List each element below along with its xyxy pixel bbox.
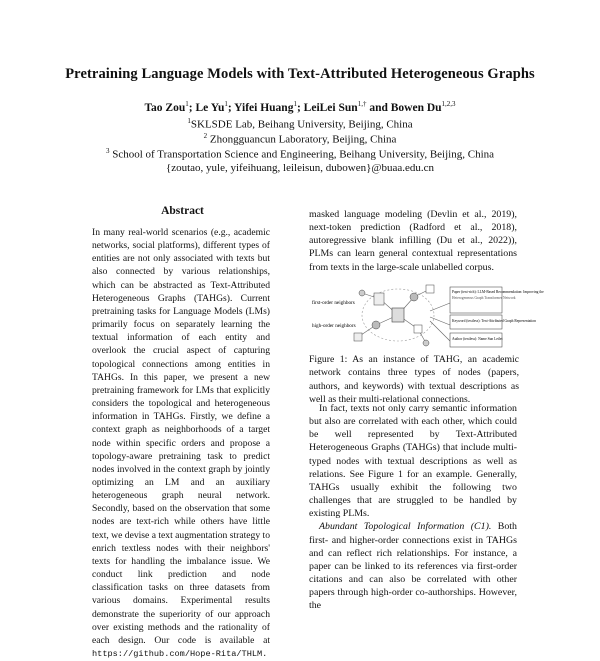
- keyword-box: [450, 315, 536, 329]
- author-node-icon: [410, 293, 418, 301]
- abstract-body: In many real-world scenarios (e.g., academic networks, social platforms), different types of entities are not only associated with texts but also connected by various relationships, which can be abstracted as Text-Attributed Heterogeneous Graphs (TAHGs). Current pretraining tasks for Language Models (LMs) primarily focus on separately learning the textual information of each entity and overlook the crucial aspect of capturing topological connections among entities in TAHGs. In this paper, we present a new pretraining framework for LMs that explicitly considers the topological and heterogeneous information in TAHGs. Firstly, we define a context graph as neighborhoods of a target node within specific orders and propose a topology-aware pretraining task to predict nodes involved in the context graph by jointly optimizing an LM and an auxiliary heterogeneous graph neural network. Secondly, based on the observation that some nodes are text-rich while others have little text, we devise a text augmentation strategy to enrich textless nodes with their neighbors' texts for handling the imbalance issue. We conduct link prediction and node classification tasks on three datasets from various domains. Experimental results demonstrate the superiority of our approach over existing methods and the rationality of each design. Our code is available at https://github.com/Hope-Rita/THLM.: [92, 227, 270, 659]
- svg-text:Keyword (textless): Text-Attri: Keyword (textless): Text-Attributed Graph Representation: [452, 319, 536, 323]
- author: Le Yu: [195, 101, 225, 114]
- paper-node-icon: [374, 293, 384, 305]
- paragraph: Abundant Topological Information (C1). Both first- and higher-order connections exist in TAHGs and can reflect rich relationships. For instance, a paper can be linked to its references via first-order citations and can also be correlated with other papers through high-order co-authorships. However, the: [309, 521, 517, 612]
- author-node-icon: [423, 340, 429, 346]
- affiliation: $^1$SKLSDE Lab, Beihang University, Beijing, China: [187, 117, 413, 131]
- first-order-label: first-order neighbors: [312, 300, 355, 306]
- intro-continuation: masked language modeling (Devlin et al., 2019), next-token prediction (Radford et al., 2018), autoregressive blank infilling (Du et al., 2022)), PLMs can learn general contextual representations from texts in the large-scale unlabelled corpus.: [309, 209, 517, 273]
- author: Yifei Huang: [234, 101, 294, 114]
- author: LeiLei Sun: [303, 101, 358, 114]
- figure-1: [310, 281, 544, 349]
- high-order-label: high-order neighbors: [312, 323, 356, 329]
- paper-node-icon: [354, 333, 362, 341]
- intro-body: [309, 402, 517, 613]
- author-box: [450, 333, 503, 347]
- affiliation: $^2$ Zhongguancun Laboratory, Beijing, China: [203, 132, 397, 146]
- author: Tao Zou: [144, 101, 186, 114]
- svg-text:Paper (text-rich): LLM-Based R: Paper (text-rich): LLM-Based Recommendation: Improving the: [452, 290, 544, 294]
- author: Bowen Du: [390, 101, 442, 114]
- code-link[interactable]: https://github.com/Hope-Rita/THLM.: [92, 649, 268, 659]
- paper-node-icon: [392, 308, 404, 322]
- paragraph: In fact, texts not only carry semantic information but also are correlated with each other, which could be well represented by Text-Attributed Heterogeneous Graphs (TAHGs) that include multi-typed nodes with textual descriptions as well as relations. See Figure 1 for an example. Generally, TAHGs usually exhibit the following two challenges that are struggled to be handled by existing PLMs.: [309, 403, 517, 520]
- figure-caption: Figure 1: As an instance of TAHG, an academic network contains three types of nodes (papers, authors, and keywords) with textual descriptions as well as their multi-relational connections.: [309, 354, 519, 405]
- author-node-icon: [359, 290, 365, 296]
- keyword-node-icon: [426, 285, 434, 293]
- keyword-node-icon: [414, 325, 422, 333]
- author-list: Tao Zou$^1$; Le Yu$^1$; Yifei Huang$^1$; LeiLei Sun$^{1,\dagger}$ and Bowen Du$^{1,2,3}$: [144, 100, 456, 114]
- author-node-icon: [372, 321, 380, 329]
- svg-text:Author (textless): Name Sun Le: Author (textless): Name Sun Leilei: [452, 337, 503, 341]
- abstract-heading: Abstract: [161, 205, 204, 217]
- email-line: {zoutao, yule, yifeihuang, leileisun, dubowen}@buaa.edu.cn: [165, 162, 435, 174]
- paper-box: [450, 287, 544, 313]
- affiliation: $^3$ School of Transportation Science and Engineering, Beihang University, Beijing, China: [105, 147, 495, 161]
- svg-text:Heterogeneous Graph Transforme: Heterogeneous Graph Transformer Network: [452, 296, 516, 300]
- paper-title: Pretraining Language Models with Text-Attributed Heterogeneous Graphs: [65, 66, 535, 82]
